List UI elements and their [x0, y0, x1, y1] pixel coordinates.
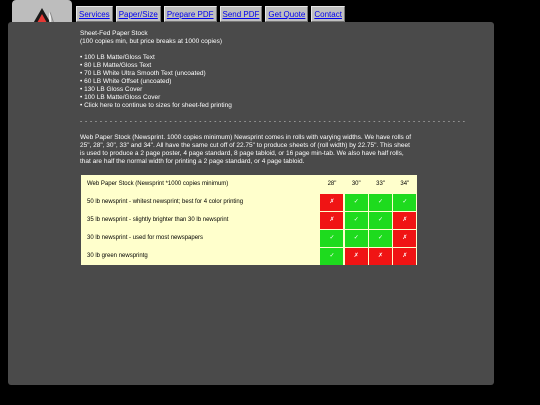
sheetfed-sizes-link[interactable]: • Click here to continue to sizes for sheet-fed printing — [80, 102, 232, 109]
paper-name: 50 lb newsprint - whitest newsprint; best for 4 color printing — [87, 199, 244, 205]
table-row — [81, 247, 417, 265]
nav-services[interactable]: Services — [76, 6, 113, 22]
table-header-row — [81, 175, 417, 193]
availability-cell: ✗ — [320, 194, 343, 211]
section-divider: - - - - - - - - - - - - - - - - - - - - - - - - - - - - - - - - - - - - - - - - - - - - - - - - - - - - - - - - - - - - - - - - - - - - - - - - - - - - - - — [80, 118, 466, 125]
nav-send-pdf[interactable]: Send PDF — [220, 6, 263, 22]
nav-contact[interactable]: Contact — [311, 6, 345, 22]
paper-name: 30 lb green newsprintg — [87, 253, 148, 259]
availability-cell: ✗ — [320, 212, 343, 229]
list-item: • 100 LB Matte/Gloss Text — [80, 54, 155, 61]
availability-cell: ✗ — [393, 248, 416, 265]
availability-cell: ✗ — [393, 212, 416, 229]
availability-cell: ✗ — [345, 248, 368, 265]
table-row — [81, 193, 417, 211]
availability-cell: ✓ — [345, 212, 368, 229]
table-row — [81, 229, 417, 247]
main-nav — [76, 6, 345, 22]
nav-get-quote[interactable]: Get Quote — [265, 6, 308, 22]
availability-cell: ✓ — [369, 230, 392, 247]
availability-cell: ✓ — [345, 230, 368, 247]
size-header: 28" — [327, 181, 337, 187]
sheetfed-subtitle: (100 copies min, but price breaks at 1000 copies) — [80, 38, 222, 45]
list-item: • 60 LB White Offset (uncoated) — [80, 78, 172, 85]
paper-name: 30 lb newsprint - used for most newspapers — [87, 235, 204, 241]
availability-cell: ✓ — [369, 212, 392, 229]
size-header: 34" — [400, 181, 410, 187]
list-item: • 100 LB Matte/Gloss Cover — [80, 94, 161, 101]
availability-cell: ✓ — [345, 194, 368, 211]
availability-cell: ✗ — [393, 230, 416, 247]
nav-paper-size[interactable]: Paper/Size — [116, 6, 161, 22]
availability-cell: ✓ — [369, 194, 392, 211]
web-description: Web Paper Stock (Newsprint. 1000 copies minimum) Newsprint comes in rolls with varying widths. We have rolls of 25", 28", 30", 33" and 34". All have the same cut off of 22.75" to produce sheets of (roll width) by 22.75". This sheet is used to produce a 2 page poster, 4 page standard, 8 page tabloid, or 16 page min-tab. We also have half rolls, that are half the normal width for printing a 2 page standard, or 4 page tabloid. — [80, 134, 412, 165]
availability-cell: ✓ — [320, 248, 343, 265]
size-header: 33" — [376, 181, 385, 187]
nav-prepare-pdf[interactable]: Prepare PDF — [164, 6, 217, 22]
availability-cell: ✗ — [369, 248, 392, 265]
table-header: Web Paper Stock (Newsprint *1000 copies minimum) — [87, 181, 229, 187]
newsprint-table — [81, 175, 417, 265]
main-content — [80, 30, 466, 166]
list-item: • 70 LB White Ultra Smooth Text (uncoated) — [80, 70, 206, 77]
paper-name: 35 lb newsprint - slightly brighter than 30 lb newsprint — [87, 217, 229, 223]
availability-cell: ✓ — [320, 230, 343, 247]
sheetfed-title: Sheet-Fed Paper Stock — [80, 30, 148, 37]
size-header: 30" — [351, 181, 361, 187]
table-row — [81, 211, 417, 229]
list-item: • 80 LB Matte/Gloss Text — [80, 62, 152, 69]
list-item: • 130 LB Gloss Cover — [80, 86, 143, 93]
availability-cell: ✓ — [393, 194, 416, 211]
